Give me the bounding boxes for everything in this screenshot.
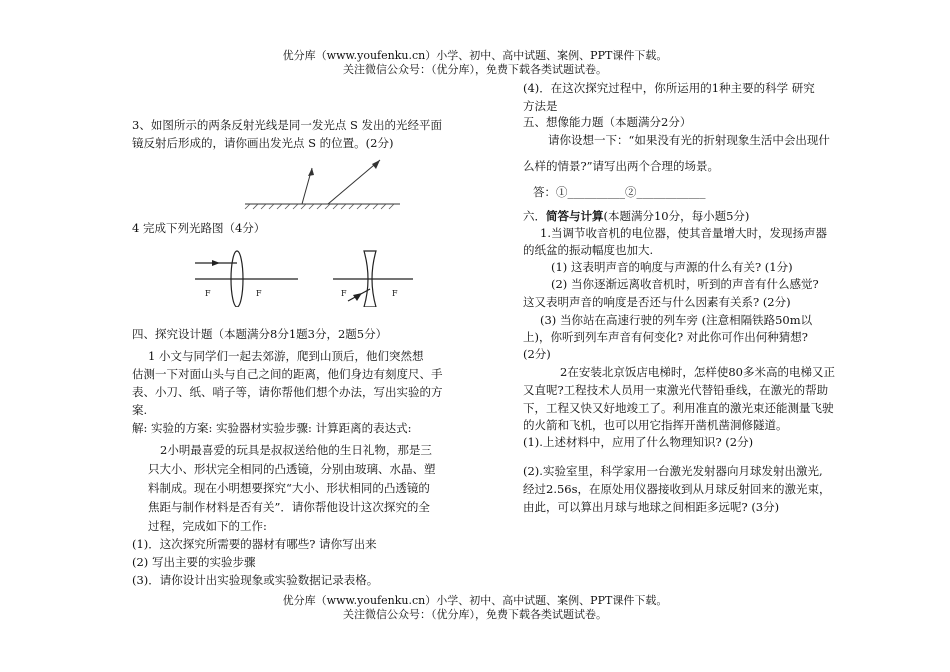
focus-label-right: F — [256, 289, 262, 298]
q1-line-1: 1.当调节收音机的电位器，使其音量增大时，发现扬声器 — [540, 226, 827, 240]
mirror-reflection-figure — [240, 150, 410, 210]
r4-line-2: 方法是 — [523, 99, 558, 113]
q1-part-c-2: 上)，你听到列车声音有何变化? 对此你可作出何种猜想? — [523, 330, 808, 344]
q1-part-b-1: (2) 当你逐渐远离收音机时，听到的声音有什么感觉? — [551, 277, 819, 291]
q4-text: 4 完成下列光路图（4分） — [132, 221, 266, 235]
p2-line-2: 只大小、形状完全相同的凸透镜，分别由玻璃、水晶、塑 — [148, 462, 436, 476]
header-line-2: 关注微信公众号：（优分库），免费下载各类试题试卷。 — [343, 63, 607, 76]
p1-line-4: 案. — [132, 403, 148, 417]
focus-label-left: F — [205, 289, 211, 298]
footer-line-2: 关注微信公众号：（优分库），免费下载各类试题试卷。 — [343, 608, 607, 621]
q1-line-2: 的纸盆的振动幅度也加大. — [523, 243, 654, 257]
focus-label-left: F — [341, 289, 347, 298]
section-4-title: 四、探究设计题（本题满分8分1题3分，2题5分） — [132, 327, 388, 341]
p2-line-4: 焦距与制作材料是否有关”．请你帮他设计这次探究的全 — [148, 500, 430, 514]
p2-line-5: 过程，完成如下的工作: — [148, 519, 267, 533]
reflected-ray-2 — [328, 160, 380, 204]
q2-part-a: (1).上述材料中，应用了什么物理知识? (2分) — [523, 435, 754, 449]
p2-line-3: 料制成。现在小明想要探究“大小、形状相同的凸透镜的 — [148, 481, 430, 495]
header-line-1: 优分库（www.youfenku.cn）小学、初中、高中试题、案例、PPT课件下载。 — [282, 49, 668, 62]
q2-part-b-2: 经过2.56s，在原处用仪器接收到从月球反射回来的激光束， — [523, 482, 831, 496]
q1-part-c-3: (2分) — [523, 347, 551, 361]
q3-text-2: 镜反射后形成的，请你画出发光点 S 的位置。(2分) — [132, 136, 394, 150]
p2-line-1: 2小明最喜爱的玩具是叔叔送给他的生日礼物，那是三 — [160, 443, 432, 457]
p1-line-3: 表、小刀、纸、哨子等，请你帮他们想个办法，写出实验的方 — [132, 385, 443, 399]
answer-blanks: 答：①__________②____________ — [533, 185, 706, 199]
q2-part-b-3: 由此，可以算出月球与地球之间相距多远呢? (3分) — [523, 500, 780, 514]
q1-part-b-2: 这又表明声音的响度是否还与什么因素有关系? (2分) — [523, 295, 791, 309]
focus-label-right: F — [392, 289, 398, 298]
step-2: (2) 写出主要的实验步骤 — [132, 555, 256, 569]
q2-line-1: 2在安装北京饭店电梯时，怎样使80多米高的电梯又正 — [560, 365, 835, 379]
section-5-title: 五、想像能力题（本题满分2分） — [523, 115, 692, 129]
section-6-rest: (本题满分10分，每小题5分) — [603, 209, 750, 223]
section-6-title — [523, 207, 749, 225]
footer-line-1: 优分库（www.youfenku.cn）小学、初中、高中试题、案例、PPT课件下载。 — [282, 594, 668, 607]
sec5-line-2: 么样的情景?”请写出两个合理的场景。 — [523, 159, 720, 173]
q2-line-3: 下，工程又快又好地竣工了。利用准直的激光束还能测量飞驶 — [523, 401, 834, 415]
sec5-line-1: 请你设想一下：“如果没有光的折射现象生活中会出现什 — [548, 133, 830, 147]
page-footer — [0, 594, 950, 622]
q2-line-4: 的火箭和飞机，也可以用它指挥开凿机凿洞修隧道。 — [523, 418, 788, 432]
r4-line-1: (4)．在这次探究过程中，你所运用的1种主要的科学 研究 — [523, 81, 815, 95]
page-header — [0, 49, 950, 77]
q3-text-1: 3、如图所示的两条反射光线是同一发光点 S 发出的光经平面 — [132, 118, 443, 132]
step-1: (1)．这次探究所需要的器材有哪些? 请你写出来 — [132, 537, 377, 551]
section-6-bold: 简答与计算 — [546, 209, 604, 223]
q1-part-c-1: (3) 当你站在高速行驶的列车旁 (注意相隔铁路50m以 — [540, 313, 813, 327]
p1-line-1: 1 小文与同学们一起去郊游，爬到山顶后，他们突然想 — [148, 349, 424, 363]
q2-line-2: 又直呢?工程技术人员用一束激光代替铅垂线，在激光的帮助 — [523, 383, 829, 397]
p1-line-2: 估测一下对面山头与自己之间的距离，他们身边有刻度尺、手 — [132, 367, 443, 381]
section-6-prefix: 六． — [523, 209, 546, 223]
step-3: (3)．请你设计出实验现象或实验数据记录表格。 — [132, 573, 379, 587]
q2-part-b-1: (2).实验室里，科学家用一台激光发射器向月球发射出激光, — [523, 464, 823, 478]
q1-part-a: (1) 这表明声音的响度与声源的什么有关? (1分) — [551, 260, 793, 274]
solution-line: 解: 实验的方案: 实验器材实验步骤: 计算距离的表达式: — [132, 421, 412, 435]
